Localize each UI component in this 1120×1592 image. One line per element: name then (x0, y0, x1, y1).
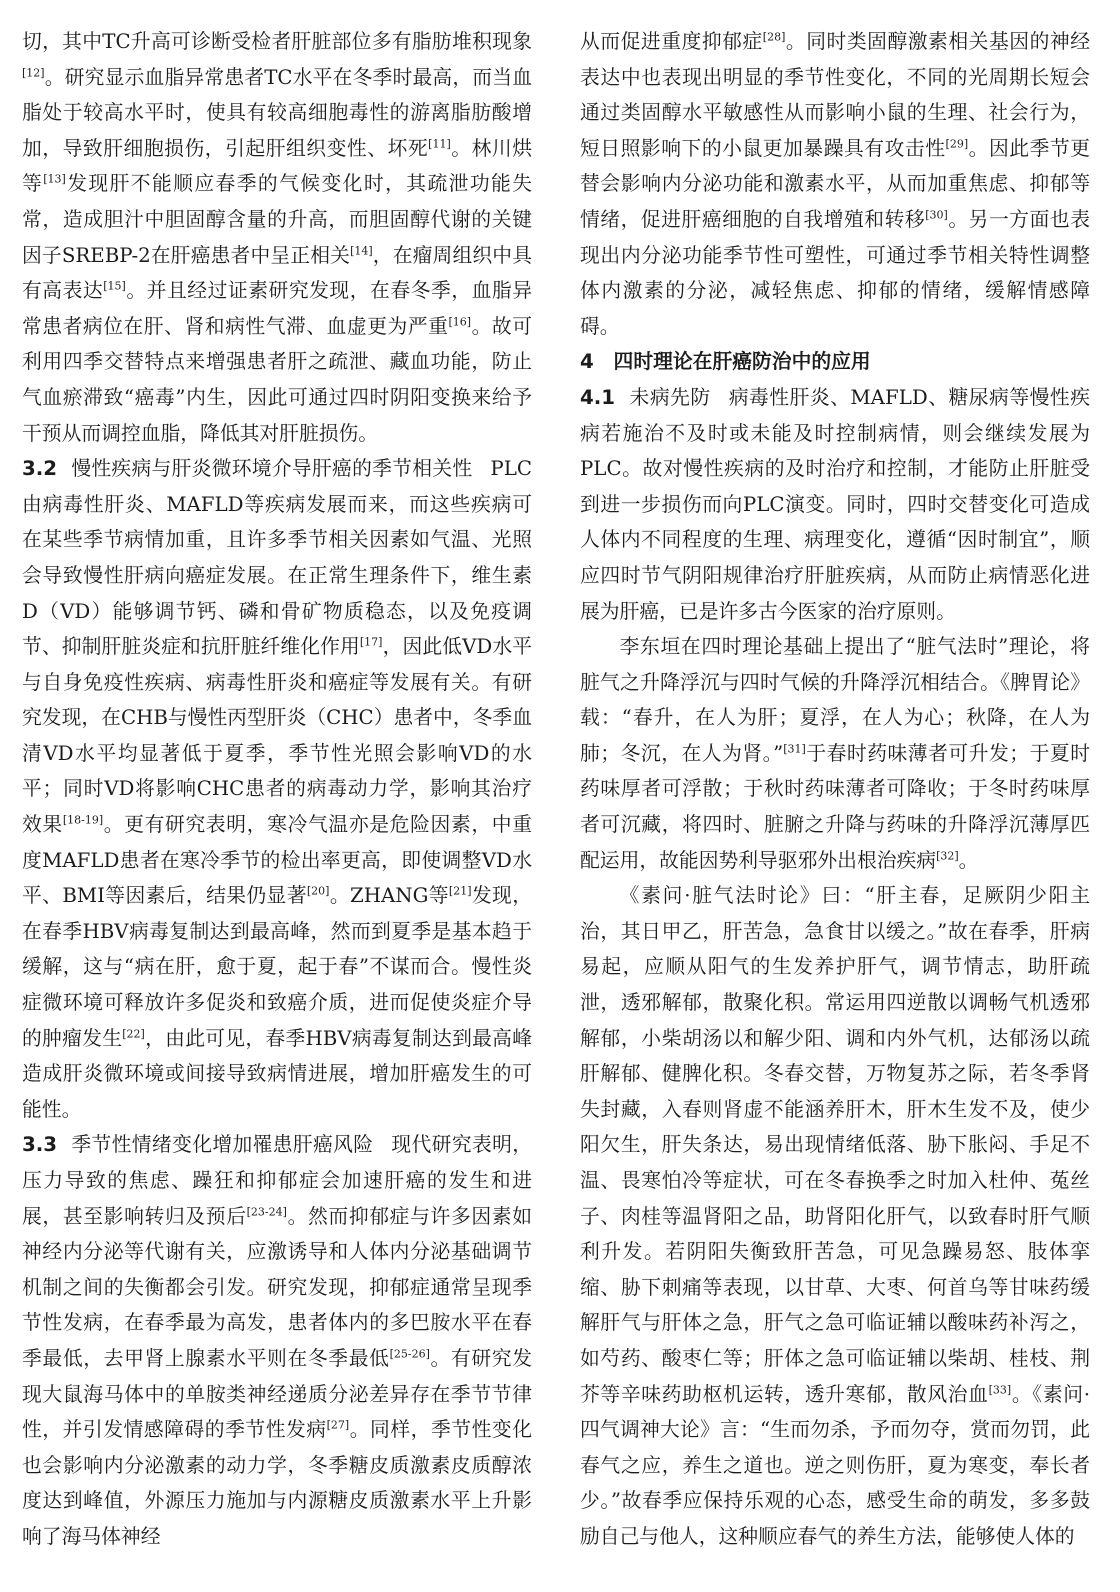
citation: [13] (43, 172, 66, 186)
citation: [28] (762, 30, 786, 44)
section-title: 季节性情绪变化增加罹患肝癌风险 (71, 1133, 374, 1157)
citation: [29] (945, 137, 969, 151)
citation: [23-24] (246, 1205, 287, 1218)
citation: [18-19] (62, 813, 104, 827)
section-title: 慢性疾病与肝炎微环境介导肝癌的季节相关性 (71, 457, 473, 481)
citation: [17] (359, 635, 383, 649)
paragraph-li-dongyuan: 李东垣在四时理论基础上提出了“脏气法时”理论，将脏气之升降浮沉与四时气候的升降浮沉相结合。《脾胃论》载：“春升，在人为肝；夏浮，在人为心；秋降，在人为肺；冬沉，在人为肾。”[31]于春时药味薄者可升发；于夏时药味厚者可浮散；于秋时药味薄者可降收；于冬时药味厚者可沉藏，将四时、脏腑之升降与药味的升降浮沉薄厚匹配运用，故能因势利导驱邪外出根治疾病[32]。 (580, 635, 1090, 872)
paragraph-depression-continuation: 从而促进重度抑郁症[28]。同时类固醇激素相关基因的神经表达中也表现出明显的季节性变化，不同的光周期长短会通过类固醇水平敏感性从而影响小鼠的生理、社会行为，短日照影响下的小鼠更加暴躁具有攻击性[29]。因此季节更替会影响内分泌功能和激素水平，从而加重焦虑、抑郁等情绪，促进肝癌细胞的自我增殖和转移[30]。另一方面也表现出内分泌功能季节性可塑性，可通过季节相关特性调整体内激素的分泌，减轻焦虑、抑郁的情绪，缓解情感障碍。 (580, 30, 1090, 338)
section-3-2: 3.2 慢性疾病与肝炎微环境介导肝癌的季节相关性 PLC由病毒性肝炎、MAFLD等疾病发展而来，而这些疾病可在某些季节病情加重，且许多季节相关因素如气温、光照会导致慢性肝病向癌症发展。在正常生理条件下，维生素D（VD）能够调节钙、磷和骨矿物质稳态，以及免疫调节、抑制肝脏炎症和抗肝脏纤维化作用[17]，因此低VD水平与自身免疫性疾病、病毒性肝炎和癌症等发展有关。有研究发现，在CHB与慢性丙型肝炎（CHC）患者中，冬季血清VD水平均显著低于夏季，季节性光照会影响VD的水平；同时VD将影响CHC患者的病毒动力学，影响其治疗效果[18-19]。更有研究表明，寒冷气温亦是危险因素，中重度MAFLD患者在寒冷季节的检出率更高，即使调整VD水平、BMI等因素后，结果仍显著[20]。ZHANG等[21]发现，在春季HBV病毒复制达到最高峰，然而到夏季是基本趋于缓解，这与“病在肝，愈于夏，起于春”不谋而合。慢性炎症微环境可释放许多促炎和致癌介质，进而促使炎症介导的肿瘤发生[22]，由此可见，春季HBV病毒复制达到最高峰造成肝炎微环境或间接导致病情进展，增加肝癌发生的可能性。 (22, 457, 532, 1121)
citation: [21] (448, 884, 472, 898)
citation: [30] (925, 208, 948, 222)
two-column-layout (22, 24, 1090, 1555)
citation: [20] (306, 884, 330, 898)
citation: [14] (350, 243, 373, 257)
section-3-3: 3.3 季节性情绪变化增加罹患肝癌风险 现代研究表明，压力导致的焦虑、躁狂和抑郁症会加速肝癌的发生和进展，甚至影响转归及预后[23-24]。然而抑郁症与许多因素如神经内分泌等代谢有关，应激诱导和人体内分泌基础调节机制之间的失衡都会引发。研究发现，抑郁症通常呈现季节性发病，在春季最为高发，患者体内的多巴胺水平在春季最低，去甲肾上腺素水平则在冬季最低[25-26]。有研究发现大鼠海马体中的单胺类神经递质分泌差异存在季节节律性，并引发情感障碍的季节性发病[27]。同样，季节性变化也会影响内分泌激素的动力学，冬季糖皮质激素皮质醇浓度达到峰值，外源压力施加与内源糖皮质激素水平上升影响了海马体神经 (22, 1133, 532, 1548)
section-number: 4.1 (580, 385, 616, 409)
citation: [33] (988, 1382, 1012, 1396)
section-4-heading: 4 四时理论在肝癌防治中的应用 (580, 350, 871, 374)
section-number: 3.2 (22, 457, 58, 481)
right-column (580, 24, 1090, 1555)
left-column (22, 24, 532, 1555)
citation: [16] (448, 315, 472, 329)
citation: [25-26] (389, 1347, 430, 1361)
paragraph-blood-lipid-continuation: 切，其中TC升高可诊断受检者肝脏部位多有脂肪堆积现象[12]。研究显示血脂异常患者TC水平在冬季时最高，而当血脂处于较高水平时，使具有较高细胞毒性的游离脂肪酸增加，导致肝细胞损伤，引起肝组织变性、坏死[11]。林川烘等[13]发现肝不能顺应春季的气候变化时，其疏泄功能失常，造成胆汁中胆固醇含量的升高，而胆固醇代谢的关键因子SREBP-2在肝癌患者中呈正相关[14]，在瘤周组织中具有高表达[15]。并且经过证素研究发现，在春冬季，血脂异常患者病位在肝、肾和病性气滞、血虚更为严重[16]。故可利用四季交替特点来增强患者肝之疏泄、藏血功能，防止气血瘀滞致“癌毒”内生，因此可通过四时阴阳变换来给予干预从而调控血脂，降低其对肝脏损伤。 (22, 30, 532, 445)
citation: [22] (122, 1027, 145, 1041)
citation: [11] (428, 137, 451, 151)
citation: [31] (783, 742, 806, 756)
citation: [15] (103, 279, 126, 293)
section-number: 3.3 (22, 1133, 58, 1157)
citation: [27] (326, 1418, 350, 1432)
citation: [12] (22, 66, 45, 79)
section-4-1: 4.1 未病先防 病毒性肝炎、MAFLD、糖尿病等慢性疾病若施治不及时或未能及时控制病情，则会继续发展为PLC。故对慢性疾病的及时治疗和控制，才能防止肝脏受到进一步损伤而向PLC演变。同时，四时交替变化可造成人体内不同程度的生理、病理变化，遵循“因时制宜”，顺应四时节气阴阳规律治疗肝脏疾病，从而防止病情恶化进展为肝癌，已是许多古今医家的治疗原则。 (580, 385, 1090, 623)
citation: [32] (936, 849, 959, 863)
paragraph-suwen-spring: 《素问·脏气法时论》曰：“肝主春，足厥阴少阳主治，其日甲乙，肝苦急，急食甘以缓之。”故在春季，肝病易起，应顺从阳气的生发养护肝气，调节情志，助肝疏泄，透邪解郁，散聚化积。常运用四逆散以调畅气机透邪解郁，小柴胡汤以和解少阳、调和内外气机，达郁汤以疏肝解郁、健脾化积。冬春交替，万物复苏之际，若冬季肾失封藏，入春则肾虚不能涵养肝木，肝木生发不及，使少阳欠生，肝失条达，易出现情绪低落、胁下胀闷、手足不温、畏寒怕冷等症状，可在冬春换季之时加入杜仲、菟丝子、肉桂等温肾阳之品，助肾阳化肝气，以致春时肝气顺利升发。若阴阳失衡致肝苦急，可见急躁易怒、肢体挛缩、胁下刺痛等表现，以甘草、大枣、何首乌等甘味药缓解肝气与肝体之急，肝气之急可临证辅以酸味药补泻之，如芍药、酸枣仁等；肝体之急可临证辅以柴胡、桂枝、荆芥等辛味药助枢机运转，透升寒郁，散风治血[33]。《素问·四气调神大论》言：“生而勿杀，予而勿夺，赏而勿罚，此春气之应，养生之道也。逆之则伤肝，夏为寒变，奉长者少。”故春季应保持乐观的心态，感受生命的萌发，多多鼓励自己与他人，这种顺应春气的养生方法，能够使人体的 (580, 884, 1090, 1548)
section-title: 未病先防 (629, 385, 711, 409)
